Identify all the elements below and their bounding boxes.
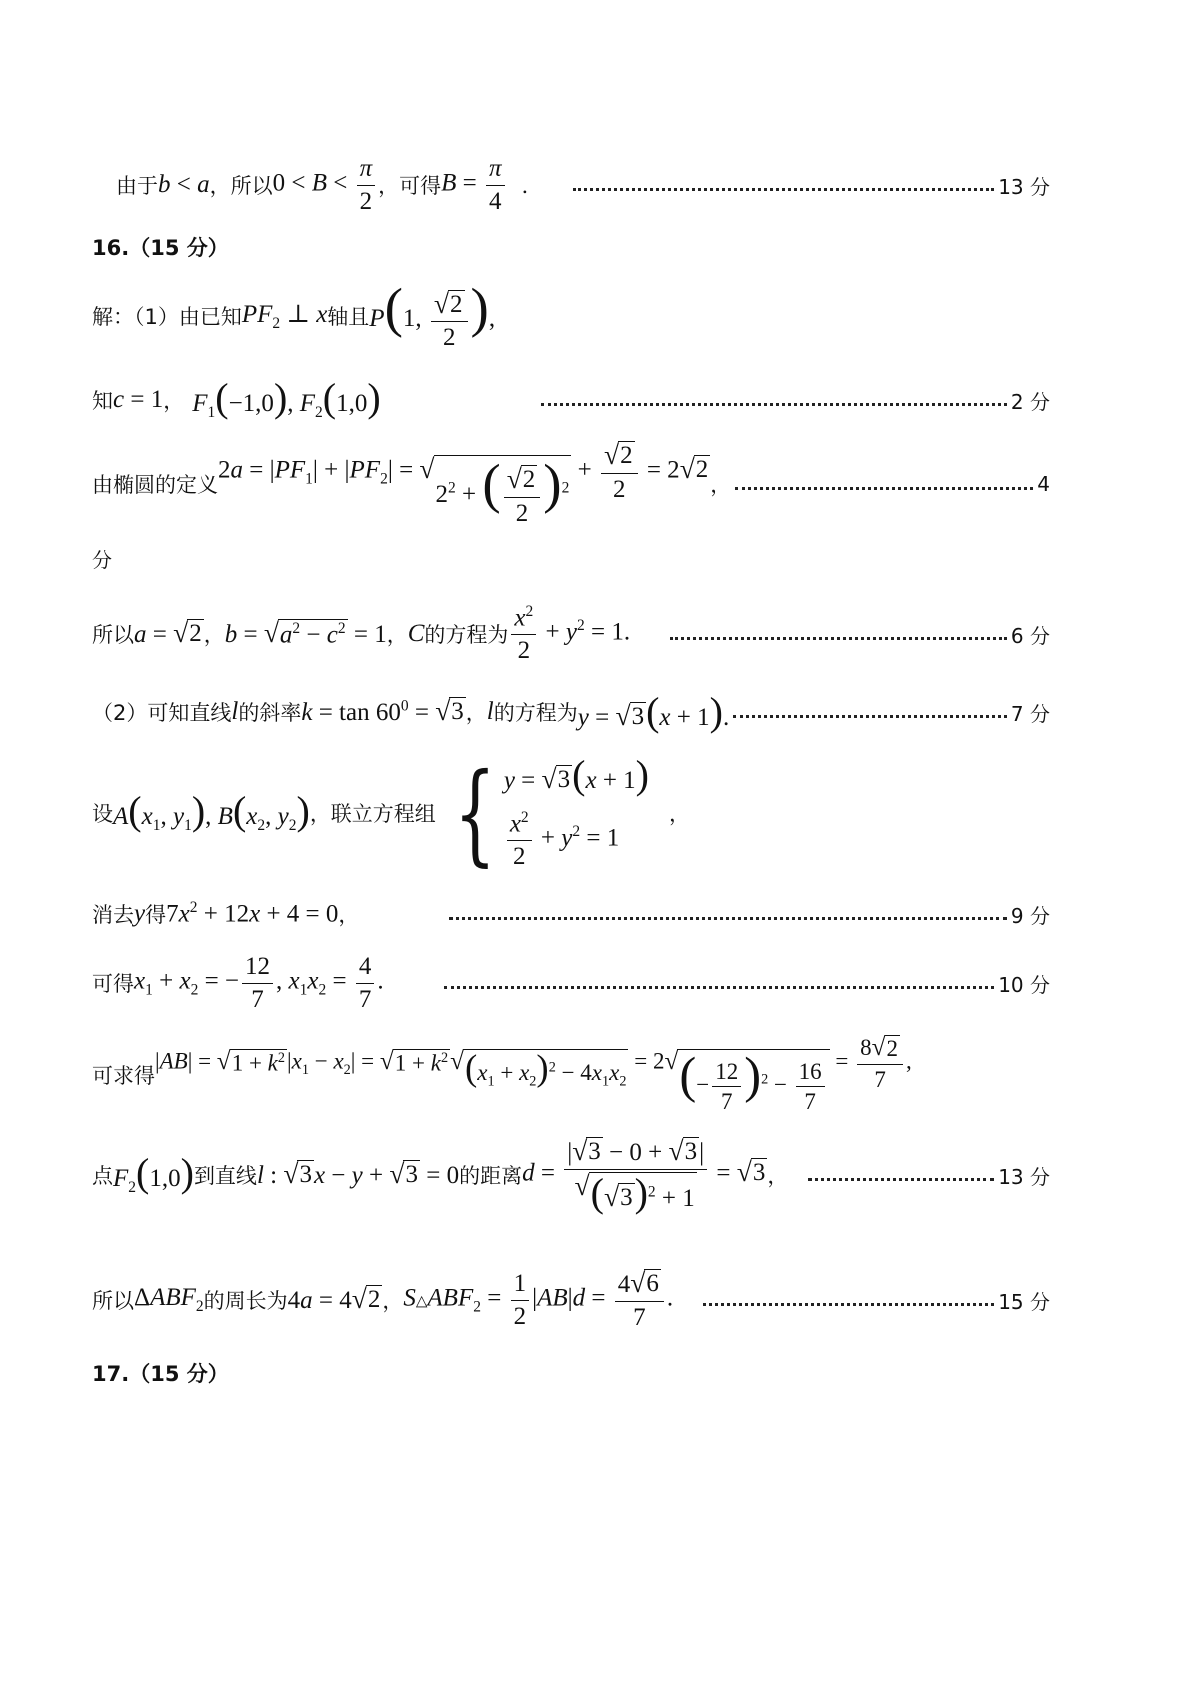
score-label: 10 分 bbox=[998, 972, 1050, 997]
line-text: ， bbox=[386, 623, 408, 647]
line-text: ， bbox=[163, 389, 185, 413]
line-text: 消去 bbox=[92, 903, 134, 927]
line-text: ， bbox=[338, 903, 360, 927]
line-text: 到直线 bbox=[193, 1164, 257, 1188]
solution-line-4 bbox=[92, 596, 1050, 672]
math-expression: $PF_2$ ⊥ x bbox=[241, 301, 328, 332]
math-expression: $2a = |PF_1| + |PF_2|$ = √ $2^2$ + ( √ 2 2 )$^2$ + √ 2 2 = 2 √ 2 bbox=[218, 439, 709, 527]
score-label: 分 bbox=[92, 547, 112, 572]
score-label: 7 分 bbox=[1010, 701, 1050, 726]
question-heading-17 bbox=[92, 1356, 1050, 1390]
line-text: 的方程为 bbox=[424, 623, 509, 647]
line-text: 知 bbox=[92, 389, 113, 413]
math-expression: $k = \tan 60^0$ = √ 3 bbox=[301, 695, 464, 726]
line-text: 的周长为 bbox=[203, 1289, 288, 1313]
line-text: 轴且 bbox=[327, 305, 370, 329]
line-text: ， bbox=[203, 623, 225, 647]
equation-row: $\frac{x^2}{2}$ + $y^2 = 1$ bbox=[504, 809, 649, 870]
math-expression: $S\triangle ABF_2$ = $\frac{1}{2}$ |AB|d = 4 √ 6 7 . bbox=[403, 1267, 674, 1331]
math-expression: C bbox=[407, 620, 425, 647]
score-leader bbox=[541, 403, 1007, 406]
line-text: 由椭圆的定义 bbox=[92, 473, 218, 497]
score-leader bbox=[670, 637, 1007, 640]
equation-system bbox=[440, 748, 649, 877]
solution-line-9 bbox=[92, 1030, 1090, 1120]
line-text: ， bbox=[767, 1164, 789, 1188]
line-text: 的方程为 bbox=[493, 701, 578, 725]
score-leader bbox=[449, 917, 1007, 920]
math-expression: y bbox=[134, 900, 146, 927]
math-expression: a = √ 2 bbox=[134, 617, 202, 648]
solution-line-5 bbox=[92, 688, 1050, 736]
line-text: 的斜率 bbox=[238, 701, 302, 725]
score-leader bbox=[735, 487, 1033, 490]
line-text: 设 bbox=[92, 802, 113, 826]
score-leader bbox=[733, 715, 1007, 718]
line-text: 解：（1）由已知 bbox=[92, 305, 242, 329]
math-expression: y = √ 3 (x + 1). bbox=[577, 689, 730, 734]
line-text: 可求得 bbox=[92, 1064, 155, 1088]
score-leader bbox=[444, 986, 995, 989]
solution-line-10 bbox=[92, 1120, 1050, 1230]
math-expression: d = | √ 3 − 0 + √ 3 | √ ( √ 3 )$^2$ + 1 = √ 3 bbox=[522, 1135, 766, 1215]
line-text: 的距离 bbox=[459, 1164, 523, 1188]
line-text: 得 bbox=[145, 903, 167, 927]
line-text: （2）可知直线 bbox=[92, 701, 232, 725]
line-text: ， bbox=[710, 473, 732, 497]
line-text: ，所以 bbox=[209, 174, 273, 198]
math-expression: $\Delta ABF_2$ bbox=[134, 1284, 204, 1315]
math-expression: b = √ $a^2 - c^2$ = 1 bbox=[224, 616, 387, 649]
score-label: 9 分 bbox=[1010, 903, 1050, 928]
score-label: 13 分 bbox=[998, 1164, 1050, 1189]
line-text: 可得 bbox=[92, 972, 134, 996]
math-expression: $A(x_1$, $y_1$), $B(x_2$, $y_2$) bbox=[113, 788, 310, 834]
math-expression: B = $\frac{\pi}{4}$ bbox=[441, 155, 507, 215]
line-text: ， bbox=[465, 701, 487, 725]
math-expression: $7x^2 + 12x + 4 = 0$ bbox=[166, 899, 339, 928]
solution-line-1 bbox=[92, 278, 1050, 354]
math-expression: $\frac{x^2}{2}$ + $y^2 = 1$. bbox=[508, 603, 630, 664]
line-text: ， bbox=[669, 802, 690, 826]
score-leader bbox=[703, 1303, 994, 1306]
math-expression: P(1, √ 2 2 ), bbox=[369, 277, 496, 352]
score-label: 2 分 bbox=[1010, 389, 1050, 414]
question-heading: 16.（15 分） bbox=[92, 236, 229, 260]
math-expression: l bbox=[486, 698, 494, 725]
solution-line-8 bbox=[92, 944, 1050, 1022]
math-expression: l : √ 3 x − y + √ 3 = 0 bbox=[256, 1158, 460, 1189]
question-heading: 17.（15 分） bbox=[92, 1362, 229, 1386]
question-heading-16 bbox=[92, 230, 1050, 264]
math-expression: |AB| = √ $1 + k^2$ $|x_1 - x_2|$ = √ $1 + k^2$ √ $(x_1 + x_2)^2 - 4x_1x_2$ = 2 √ (− $\frac{12}{7}$ )$^2$ − $\frac{16}{7}$ = 8 √ 2 7 , bbox=[155, 1033, 912, 1115]
solution-line-3-cont bbox=[92, 540, 1050, 576]
line-text: 所以 bbox=[92, 623, 134, 647]
score-label: 4 bbox=[1037, 472, 1050, 496]
left-brace-icon: { bbox=[453, 748, 496, 877]
solution-line-6 bbox=[92, 748, 1050, 877]
score-label: 15 分 bbox=[998, 1289, 1050, 1314]
solution-line-2 bbox=[92, 375, 1050, 422]
line-text: 由于 bbox=[116, 174, 158, 198]
line-text: 点 bbox=[92, 1164, 113, 1188]
score-leader bbox=[808, 1178, 994, 1181]
line-text: ，可得 bbox=[378, 174, 442, 198]
equation-row: y = √ 3 (x + 1) bbox=[503, 752, 649, 798]
math-expression: 4a = 4 √ 2 bbox=[287, 1283, 381, 1314]
math-expression: 0 < B < $\frac{\pi}{2}$ bbox=[273, 155, 379, 215]
solution-line-11 bbox=[92, 1262, 1050, 1338]
score-label: 6 分 bbox=[1010, 623, 1050, 648]
line-text: ． bbox=[521, 174, 543, 198]
math-expression: l bbox=[231, 698, 239, 725]
line-text: 所以 bbox=[92, 1289, 134, 1313]
line-text: ， bbox=[382, 1289, 404, 1313]
solution-line-13 bbox=[116, 150, 1050, 220]
score-label: 13 分 bbox=[998, 174, 1050, 199]
math-expression: $F_1(-1,0)$, $F_2(1,0)$ bbox=[192, 375, 381, 421]
math-expression: $F_2(1,0)$ bbox=[113, 1150, 194, 1196]
math-expression: c = 1 bbox=[113, 386, 164, 413]
math-expression: b < a bbox=[158, 171, 210, 198]
score-leader bbox=[573, 188, 995, 191]
solution-line-7 bbox=[92, 892, 1050, 936]
solution-line-3 bbox=[92, 438, 1050, 530]
line-text: ，联立方程组 bbox=[309, 802, 436, 826]
math-expression: $x_1 + x_2$ = − $\frac{12}{7}$ , $x_1x_2$ = $\frac{4}{7}$ . bbox=[134, 953, 384, 1013]
